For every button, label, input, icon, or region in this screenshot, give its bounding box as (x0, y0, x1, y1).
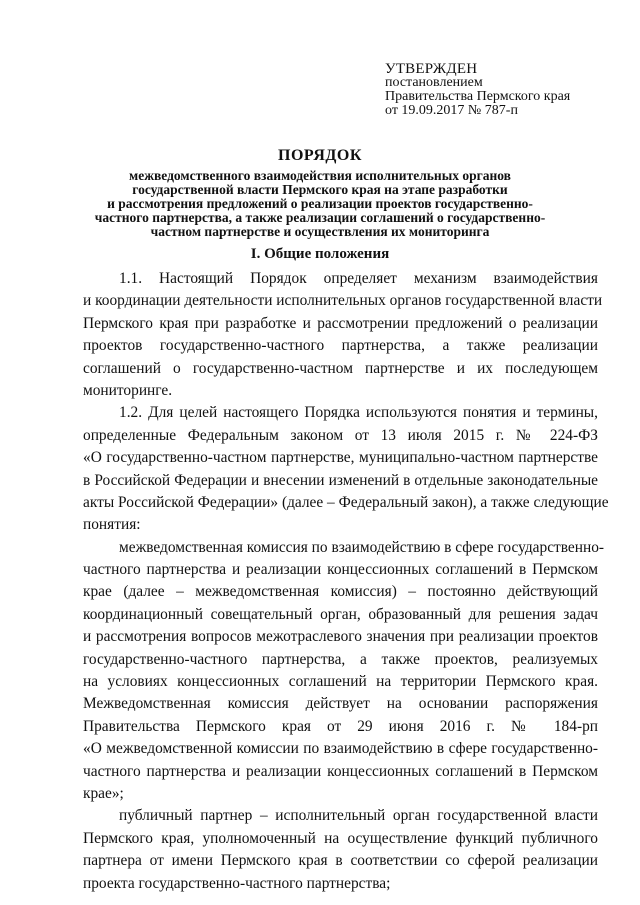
body-line: государственно-частного партнерства, а также проектов, реализуемых (83, 650, 598, 668)
body-line: частного партнерства и реализации концессионных соглашений в Пермском (83, 762, 598, 780)
body-line: и координации деятельности исполнительных органов государственной власти (83, 292, 603, 310)
body-line: мониторинге. (83, 381, 173, 399)
body-line: Межведомственная комиссия действует на основании распоряжения (83, 695, 598, 713)
body-line: и рассмотрения вопросов межотраслевого значения при реализации проектов (83, 628, 598, 646)
body-line: проектов государственно-частного партнерства, а также реализации (83, 337, 598, 355)
document-subtitle (80, 169, 560, 239)
body-line: на условиях концессионных соглашений на территории Пермского края. (83, 673, 598, 691)
body-line: частного партнерства и реализации концессионных соглашений в Пермском (83, 561, 598, 579)
body-line: соглашений о государственно-частном партнерстве и их последующем (83, 359, 598, 377)
approval-line-3: от 19.09.2017 № 787-п (385, 103, 518, 118)
approval-line-2: Правительства Пермского края (385, 89, 571, 104)
body-line: Пермского края, уполномоченный на осуществление функций публичного (83, 829, 598, 847)
body-line: в Российской Федерации и внесении изменений в отдельные законодательные (83, 471, 598, 489)
body-line: акты Российской Федерации» (далее – Федеральный закон), а также следующие (83, 493, 609, 511)
subtitle-line: частном партнерстве и осуществления их мониторинга (150, 224, 490, 239)
approval-line-1: постановлением (385, 75, 483, 90)
document-title: ПОРЯДОК (278, 147, 362, 164)
subtitle-line: и рассмотрения предложений о реализации проектов государственно- (107, 196, 533, 211)
approval-title: УТВЕРЖДЕН (385, 61, 478, 77)
body-line: крае»; (83, 784, 124, 802)
body-line: крае (далее – межведомственная комиссия) – постоянно действующий (83, 583, 598, 601)
body-line: понятия: (83, 516, 141, 534)
body-line: Правительства Пермского края от 29 июня 2016 г. № 184-рп (83, 717, 598, 735)
body-line: Пермского края при разработке и рассмотрении предложений о реализации (83, 314, 598, 332)
body-line: «О государственно-частном партнерстве, муниципально-частном партнерстве (83, 449, 598, 467)
body-line: «О межведомственной комиссии по взаимодействию в сфере государственно- (83, 740, 598, 758)
approval-stamp (385, 62, 570, 118)
body-line: партнера от имени Пермского края в соответствии со сферой реализации (83, 852, 598, 870)
subtitle-line: межведомственного взаимодействия исполнительных органов (129, 168, 511, 183)
section-heading: I. Общие положения (250, 246, 390, 262)
body-line: 1.1. Настоящий Порядок определяет механизм взаимодействия (119, 270, 598, 287)
body-line: проекта государственно-частного партнерства; (83, 874, 391, 892)
subtitle-line: государственной власти Пермского края на этапе разработки (132, 182, 508, 197)
subtitle-line: частного партнерства, а также реализации соглашений о государственно- (94, 210, 546, 225)
body-line: координационный совещательный орган, образованный для решения задач (83, 605, 598, 623)
body-line: 1.2. Для целей настоящего Порядка используются понятия и термины, (119, 404, 598, 422)
body-line: публичный партнер – исполнительный орган государственной власти (119, 807, 598, 825)
body-line: определенные Федеральным законом от 13 июля 2015 г. № 224-ФЗ (83, 426, 598, 444)
body-line: межведомственная комиссия по взаимодействию в сфере государственно- (119, 538, 605, 556)
section-body (83, 268, 609, 895)
